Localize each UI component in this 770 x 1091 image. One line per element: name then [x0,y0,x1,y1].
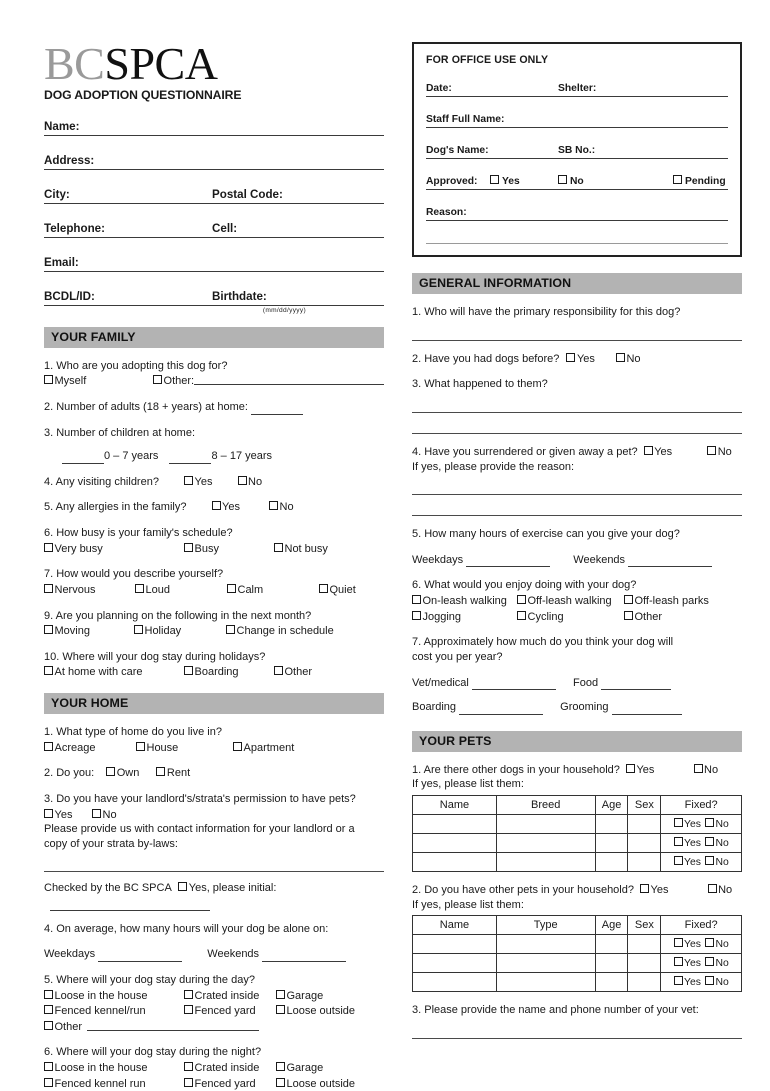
pets-table [412,915,742,992]
general-q1-text: 1. Who will have the primary responsibility for this dog? [412,306,681,318]
pets-r2-type[interactable] [496,954,595,973]
logo-spca: SPCA [104,38,218,89]
general-q1 [412,305,742,320]
checkbox-busy[interactable]: Busy [184,542,274,557]
pets-table-header-row [413,916,742,935]
checkbox-day-loose-outside[interactable]: Loose outside [276,1004,355,1019]
home-q4-weekends-label: Weekends [207,948,260,961]
logo-bc: BC [44,38,105,89]
pets-col-age: Age [595,916,628,935]
checkbox-nervous[interactable]: Nervous [44,583,135,598]
pets-r1-type[interactable] [496,935,595,954]
pets-q1-text: 1. Are there other dogs in your household? [412,763,620,776]
office-dog-name-label: Dog's Name: [426,145,489,156]
pets-r3-name[interactable] [413,973,497,992]
pets-q3-text: 3. Please provide the name and phone number of your vet: [412,1004,699,1017]
home-q3-options [44,808,384,823]
pets-col-fixed: Fixed? [661,916,742,935]
checkbox-pet1-fixed-yes[interactable]: Yes [674,938,701,950]
office-approved-row [426,172,728,190]
general-q5-weekdays-label: Weekdays [412,553,464,566]
home-q5-options-row2 [44,1004,384,1019]
checkbox-dog3-fixed-no[interactable]: No [705,856,729,868]
general-q2 [412,352,742,367]
checkbox-day-crated-inside[interactable]: Crated inside [184,989,276,1004]
dogs-col-age: Age [595,796,628,815]
checkbox-cycling[interactable]: Cycling [517,610,624,625]
birthdate-label: Birthdate: [212,289,267,303]
office-staff-name-row[interactable] [426,110,728,128]
field-address[interactable] [44,151,384,170]
general-q6-options-row1 [412,594,742,609]
checkbox-dog1-fixed-no[interactable]: No [705,818,729,830]
table-row[interactable] [413,935,742,954]
checkbox-dog1-fixed-yes[interactable]: Yes [674,818,701,830]
checked-by-row [44,881,384,910]
family-q1 [44,359,384,389]
checkbox-approved-yes[interactable]: Yes [490,175,520,187]
general-q4-answer-line-2[interactable] [412,515,742,516]
checkbox-had-dogs-yes[interactable]: Yes [566,352,594,367]
form-subtitle: DOG ADOPTION QUESTIONNAIRE [44,87,242,102]
general-q3-answer-line-2[interactable] [412,433,742,434]
checkbox-had-dogs-no[interactable]: No [616,352,641,367]
home-q2 [44,766,384,781]
office-reason-row[interactable] [426,203,728,221]
pets-q3 [412,1003,742,1018]
checkbox-day-other[interactable]: Other [44,1020,82,1035]
home-q6-text: 6. Where will your dog stay during the night? [44,1046,262,1059]
general-q7-text-line2: cost you per year? [412,650,503,663]
pets-q2 [412,883,742,912]
left-column [44,38,384,1091]
checkbox-acreage[interactable]: Acreage [44,741,136,756]
cost-food-input[interactable] [601,679,671,690]
general-q5-weekends-label: Weekends [573,553,626,566]
cost-boarding-input[interactable] [459,704,543,715]
office-dog-name-row[interactable] [426,141,728,159]
general-q1-answer-line[interactable] [412,340,742,341]
pets-q3-answer-line[interactable] [412,1038,742,1039]
pets-r3-sex[interactable] [628,973,661,992]
checkbox-boarding-holidays[interactable]: Boarding [184,665,274,680]
checkbox-pet2-fixed-yes[interactable]: Yes [674,957,701,969]
general-q4-answer-line-1[interactable] [412,494,742,495]
general-q3-text: 3. What happened to them? [412,378,548,391]
city-label: City: [44,187,70,201]
pets-col-name: Name [413,916,497,935]
checkbox-approved-no[interactable]: No [558,175,584,187]
email-label: Email: [44,255,79,269]
cost-vet-medical-label: Vet/medical [412,676,469,689]
checkbox-allergies-no[interactable]: No [269,500,294,515]
table-row[interactable] [413,853,742,872]
checkbox-pet3-fixed-yes[interactable]: Yes [674,976,701,988]
dogs-r1-breed[interactable] [496,815,595,834]
checkbox-pet1-fixed-no[interactable]: No [705,938,729,950]
home-q1-text: 1. What type of home do you live in? [44,726,222,739]
general-q4-note: If yes, please provide the reason: [412,460,575,473]
checkbox-night-garage[interactable]: Garage [276,1061,323,1076]
dogs-r3-fixed [661,853,742,872]
general-q5-weekends-input[interactable] [628,556,712,567]
children-8-17-input[interactable] [169,453,211,464]
home-q5-options-row3 [44,1020,384,1035]
cost-boarding-label: Boarding [412,701,457,714]
checkbox-allergies-yes[interactable]: Yes [212,500,240,515]
pets-col-type: Type [496,916,595,935]
checkbox-holiday[interactable]: Holiday [134,624,226,639]
office-sb-no-label: SB No.: [558,145,596,156]
pets-q2-text: 2. Do you have other pets in your household? [412,884,634,896]
pets-r2-name[interactable] [413,954,497,973]
general-q4-text: 4. Have you surrendered or given away a pet? [412,445,638,458]
checkbox-day-loose-in-house[interactable]: Loose in the house [44,989,184,1004]
field-telephone-cell[interactable] [44,219,384,238]
checkbox-pet2-fixed-no[interactable]: No [705,957,729,969]
family-q6-options [44,542,384,557]
office-date-label: Date: [426,83,452,94]
checkbox-checked-by-yes[interactable]: Yes, please initial: [178,881,276,896]
dogs-table-header-row [413,796,742,815]
home-q4-weekdays-input[interactable] [98,951,182,962]
general-q5 [412,527,742,567]
checkbox-day-fenced-kennel-run[interactable]: Fenced kennel/run [44,1004,184,1019]
checkbox-night-loose-in-house[interactable]: Loose in the house [44,1061,184,1076]
pets-r2-age[interactable] [595,954,628,973]
pets-r1-age[interactable] [595,935,628,954]
checkbox-day-fenced-yard[interactable]: Fenced yard [184,1004,276,1019]
checkbox-visiting-children-yes[interactable]: Yes [184,475,212,490]
checkbox-other[interactable]: Other: [153,374,194,389]
dogs-col-name: Name [413,796,497,815]
family-q1-other-input[interactable] [194,374,384,385]
children-0-7-label: 0 – 7 years [104,450,159,463]
checkbox-off-leash-walking[interactable]: Off-leash walking [517,594,624,609]
home-q4-inputs [44,947,384,962]
checkbox-other-pets-yes[interactable]: Yes [640,883,668,898]
checkbox-night-loose-outside[interactable]: Loose outside [276,1077,355,1091]
table-row[interactable] [413,834,742,853]
checked-by-initial-input[interactable] [50,900,210,911]
family-q2 [44,400,384,415]
pets-r2-fixed [661,954,742,973]
address-label: Address: [44,153,95,167]
general-q3 [412,377,742,392]
pets-r2-sex[interactable] [628,954,661,973]
home-q5-other-input[interactable] [87,1020,259,1031]
office-staff-name-label: Staff Full Name: [426,114,505,125]
family-q7-text: 7. How would you describe yourself? [44,568,224,581]
cost-food-label: Food [573,676,599,689]
home-q3-answer-line[interactable] [44,871,384,872]
family-q6-text: 6. How busy is your family's schedule? [44,527,233,540]
pets-q1 [412,763,742,792]
family-q5 [44,500,384,515]
field-name[interactable] [44,117,384,136]
family-q2-text: 2. Number of adults (18 + years) at home: [44,400,248,413]
dogs-col-breed: Breed [496,796,595,815]
checkbox-change-in-schedule[interactable]: Change in schedule [226,624,334,639]
dogs-r2-sex[interactable] [628,834,661,853]
home-q4-text: 4. On average, how many hours will your dog be alone on: [44,922,329,935]
home-q5-text: 5. Where will your dog stay during the day? [44,973,255,986]
dogs-r2-age[interactable] [595,834,628,853]
checkbox-at-home-with-care[interactable]: At home with care [44,665,184,680]
general-q6-text: 6. What would you enjoy doing with your dog? [412,579,637,592]
family-q4 [44,475,384,490]
family-q7 [44,567,384,597]
family-q3-text: 3. Number of children at home: [44,426,196,439]
section-header-your-home: YOUR HOME [44,693,384,714]
pets-r3-fixed [661,973,742,992]
family-q2-input[interactable] [251,404,303,415]
office-shelter-label: Shelter: [558,83,597,94]
dogs-r2-fixed [661,834,742,853]
office-box-title: FOR OFFICE USE ONLY [426,54,549,66]
family-q10-text: 10. Where will your dog stay during holidays? [44,650,266,663]
home-q4-weekends-input[interactable] [262,951,346,962]
checkbox-calm[interactable]: Calm [227,583,319,598]
checked-by-label: Checked by the BC SPCA [44,882,172,895]
checkbox-visiting-children-no[interactable]: No [238,475,263,490]
dogs-r1-sex[interactable] [628,815,661,834]
pets-r3-type[interactable] [496,973,595,992]
general-q5-text: 5. How many hours of exercise can you give your dog? [412,528,680,541]
checkbox-pet3-fixed-no[interactable]: No [705,976,729,988]
section-header-general-information: GENERAL INFORMATION [412,273,742,294]
dogs-r2-breed[interactable] [496,834,595,853]
office-date-shelter-row[interactable] [426,79,728,97]
family-q7-options [44,583,384,598]
right-column [412,42,742,1039]
general-q7-row1 [412,676,742,691]
general-q7-text-line1: 7. Approximately how much do you think your dog will [412,636,674,649]
home-q4 [44,922,384,962]
checkbox-myself[interactable]: Myself [44,374,153,389]
checkbox-night-fenced-kennel-run[interactable]: Fenced kennel run [44,1077,184,1091]
children-0-7-input[interactable] [62,453,104,464]
table-row[interactable] [413,954,742,973]
pets-q1-note: If yes, please list them: [412,778,524,791]
family-q9-options [44,624,384,639]
office-reason-label: Reason: [426,207,467,218]
general-q3-answer-line-1[interactable] [412,412,742,413]
home-q6 [44,1045,384,1091]
general-q6-options-row2 [412,610,742,625]
home-q5 [44,973,384,1035]
dogs-r1-name[interactable] [413,815,497,834]
checkbox-day-garage[interactable]: Garage [276,989,323,1004]
field-city-postal[interactable] [44,185,384,204]
checkbox-moving[interactable]: Moving [44,624,134,639]
checkbox-quiet[interactable]: Quiet [319,583,356,598]
checkbox-other-holidays[interactable]: Other [274,665,312,680]
checkbox-house[interactable]: House [136,741,233,756]
home-q6-options-row1 [44,1061,384,1076]
pets-r1-sex[interactable] [628,935,661,954]
family-q6 [44,526,384,556]
table-row[interactable] [413,973,742,992]
checkbox-off-leash-parks[interactable]: Off-leash parks [624,594,709,609]
dogs-r1-age[interactable] [595,815,628,834]
cost-vet-medical-input[interactable] [472,679,556,690]
general-q7-row2 [412,700,742,715]
checkbox-jogging[interactable]: Jogging [412,610,517,625]
checkbox-apartment[interactable]: Apartment [233,741,294,756]
dogs-col-sex: Sex [628,796,661,815]
cost-grooming-label: Grooming [560,701,609,714]
field-bcdl-birthdate[interactable] [44,287,384,306]
checkbox-dog3-fixed-yes[interactable]: Yes [674,856,701,868]
dogs-r2-name[interactable] [413,834,497,853]
checkbox-very-busy[interactable]: Very busy [44,542,184,557]
name-label: Name: [44,119,80,133]
general-q6 [412,578,742,624]
family-q10 [44,650,384,680]
pets-r3-age[interactable] [595,973,628,992]
home-q6-options-row2 [44,1077,384,1091]
general-q5-inputs [412,553,742,568]
family-q3-inputs [44,449,384,464]
pets-r1-fixed [661,935,742,954]
family-q5-text: 5. Any allergies in the family? [44,501,187,514]
home-q1-options [44,741,384,756]
checkbox-landlord-permission-no[interactable]: No [92,808,117,823]
dogs-r3-name[interactable] [413,853,497,872]
family-q1-options [44,374,384,389]
office-reason-extra-line[interactable] [426,243,728,244]
for-office-use-box [412,42,742,257]
checkbox-other-dogs-yes[interactable]: Yes [626,763,654,778]
home-q3-note-line1: Please provide us with contact information for your landlord or a [44,823,355,836]
checkbox-loud[interactable]: Loud [135,583,227,598]
checkbox-other-dogs-no[interactable]: No [694,763,719,778]
postal-code-label: Postal Code: [212,187,283,201]
checkbox-not-busy[interactable]: Not busy [274,542,328,557]
checkbox-dog2-fixed-no[interactable]: No [705,837,729,849]
cell-label: Cell: [212,221,238,235]
dogs-col-fixed: Fixed? [661,796,742,815]
telephone-label: Telephone: [44,221,105,235]
checkbox-landlord-permission-yes[interactable]: Yes [44,808,92,823]
checkbox-surrendered-yes[interactable]: Yes [644,445,672,460]
dogs-r1-fixed [661,815,742,834]
checkbox-dog2-fixed-yes[interactable]: Yes [674,837,701,849]
family-q9 [44,609,384,639]
home-q1 [44,725,384,755]
general-q2-text: 2. Have you had dogs before? [412,352,560,365]
bcdl-id-label: BCDL/ID: [44,289,95,303]
family-q9-text: 9. Are you planning on the following in the next month? [44,609,312,622]
children-8-17-label: 8 – 17 years [211,450,273,463]
home-q3-note-line2: copy of your strata by-laws: [44,837,178,850]
dogs-r3-age[interactable] [595,853,628,872]
checkbox-activity-other[interactable]: Other [624,610,662,625]
dogs-r3-breed[interactable] [496,853,595,872]
general-q7 [412,635,742,715]
pets-col-sex: Sex [628,916,661,935]
home-q4-weekdays-label: Weekdays [44,948,96,961]
bcspca-logo [44,38,384,89]
checkbox-other-pets-no[interactable]: No [708,883,733,898]
family-q4-text: 4. Any visiting children? [44,475,159,488]
dogs-table [412,795,742,872]
birthdate-format-hint: (mm/dd/yyyy) [262,306,306,314]
checkbox-own[interactable]: Own [106,766,139,781]
checkbox-night-crated-inside[interactable]: Crated inside [184,1061,276,1076]
family-q10-options [44,665,384,680]
general-q4 [412,445,742,474]
office-approved-label: Approved: [426,176,478,187]
home-q3-text: 3. Do you have your landlord's/strata's permission to have pets? [44,792,356,805]
pets-q2-note: If yes, please list them: [412,898,524,911]
section-header-your-pets: YOUR PETS [412,731,742,752]
home-q5-options-row1 [44,989,384,1004]
field-email[interactable] [44,253,384,272]
cost-grooming-input[interactable] [612,704,682,715]
checkbox-approved-pending[interactable]: Pending [673,175,726,187]
checkbox-on-leash-walking[interactable]: On-leash walking [412,594,517,609]
general-q5-weekdays-input[interactable] [466,556,550,567]
section-header-your-family: YOUR FAMILY [44,327,384,348]
checkbox-rent[interactable]: Rent [156,766,190,781]
family-q3 [44,426,384,464]
table-row[interactable] [413,815,742,834]
dogs-r3-sex[interactable] [628,853,661,872]
checkbox-surrendered-no[interactable]: No [707,445,732,460]
checkbox-night-fenced-yard[interactable]: Fenced yard [184,1077,276,1091]
home-q2-text: 2. Do you: [44,767,95,780]
family-q1-text: 1. Who are you adopting this dog for? [44,359,228,372]
pets-r1-name[interactable] [413,935,497,954]
home-q3 [44,792,384,852]
